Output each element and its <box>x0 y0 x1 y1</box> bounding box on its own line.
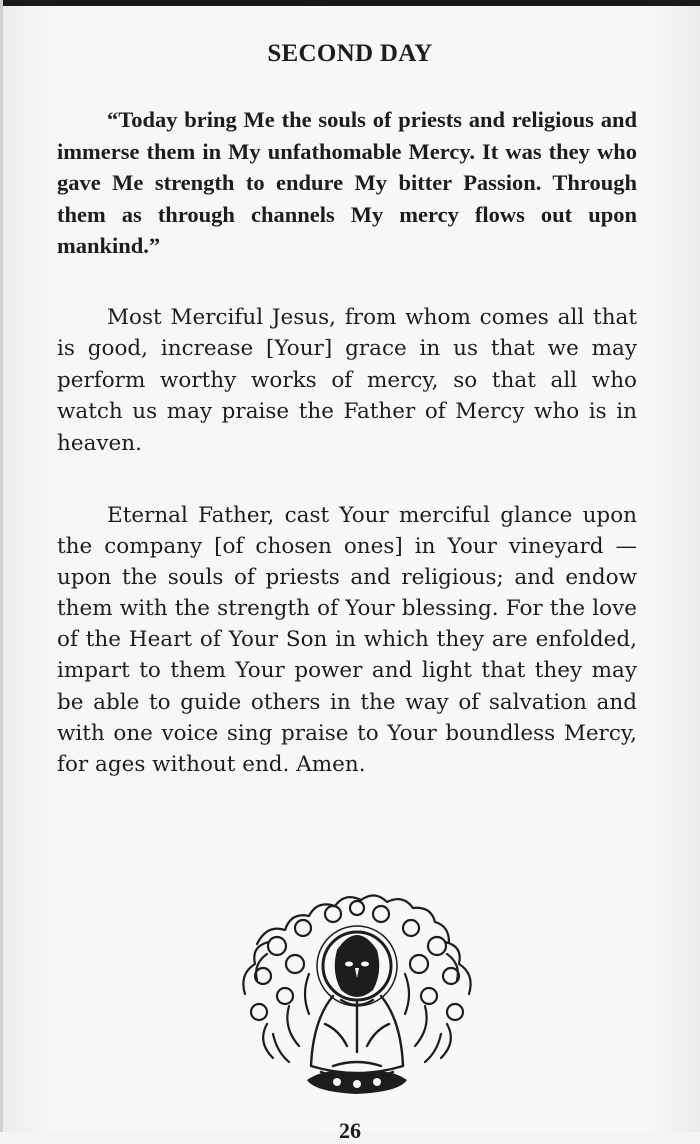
page-number: 26 <box>339 1118 361 1143</box>
quote-paragraph: “Today bring Me the souls of priests and religious and immerse them in My unfathomable Mercy. It was they who gave Me strength to endure My bitter Passion. Through them as through channels My mercy flows out upon mankind.” <box>57 107 637 259</box>
prayer-paragraph-eternal-father: Eternal Father, cast Your merciful glance upon the company [of chosen ones] in Your vineyard — upon the souls of priests and religious; and endow them with the strength of Your blessing. For the love of the Heart of Your Son in which they are enfolded, impart to them Your power and light that they may be able to guide others in the way of salvation and with one voice sing praise to Your boundless Mercy, for ages without end. Amen. <box>57 503 637 777</box>
christ-with-angels-illustration <box>237 884 477 1104</box>
page-title: SECOND DAY <box>267 40 433 67</box>
page-binding-edge <box>0 0 3 1132</box>
page-top-edge <box>0 0 700 6</box>
prayer-paragraph: Most Merciful Jesus, from whom comes all that is good, increase [Your] grace in us that we may perform worthy works of mercy, so that all who watch us may praise the Father of Mercy who is in heaven. <box>57 305 637 456</box>
